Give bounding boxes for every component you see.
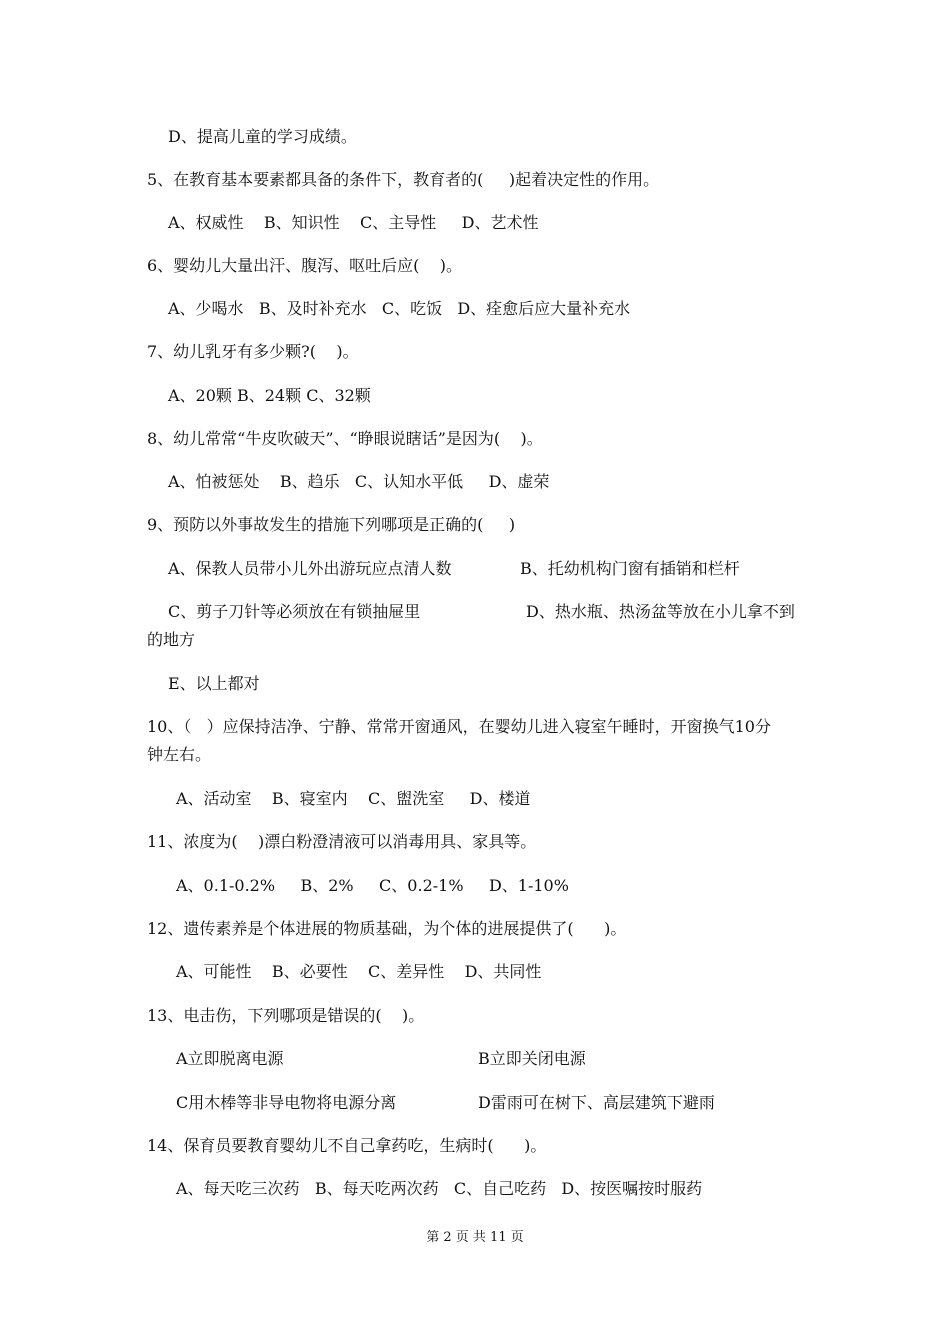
question-13: 13、电击伤，下列哪项是错误的( )。 (147, 1006, 425, 1025)
page-footer: 第 2 页 共 11 页 (426, 1230, 524, 1245)
q12-options: A、可能性 B、必要性 C、差异性 D、共同性 (176, 962, 542, 981)
question-9: 9、预防以外事故发生的措施下列哪项是正确的( ) (147, 515, 516, 534)
q9-option-d-cont: 的地方 (147, 630, 196, 649)
q6-options: A、少喝水 B、及时补充水 C、吃饭 D、痊愈后应大量补充水 (168, 299, 631, 318)
q13-option-c: C用木棒等非导电物将电源分离 (176, 1093, 397, 1112)
q13-option-a: A立即脱离电源 (176, 1049, 284, 1068)
question-5: 5、在教育基本要素都具备的条件下，教育者的( )起着决定性的作用。 (147, 170, 660, 189)
q4-option-d: D、提高儿童的学习成绩。 (168, 127, 357, 146)
q9-option-a: A、保教人员带小儿外出游玩应点清人数 (168, 559, 452, 578)
q5-options: A、权威性 B、知识性 C、主导性 D、艺术性 (168, 213, 539, 232)
q9-option-d: D、热水瓶、热汤盆等放在小儿拿不到 (526, 602, 795, 621)
q9-option-b: B、托幼机构门窗有插销和栏杆 (520, 559, 740, 578)
q9-option-e: E、以上都对 (168, 674, 260, 693)
question-7: 7、幼儿乳牙有多少颗?( )。 (147, 342, 359, 361)
question-11: 11、浓度为( )漂白粉澄清液可以消毒用具、家具等。 (147, 832, 537, 851)
q8-options: A、怕被惩处 B、趋乐 C、认知水平低 D、虚荣 (168, 472, 550, 491)
question-14: 14、保育员要教育婴幼儿不自己拿药吃，生病时( )。 (147, 1136, 547, 1155)
q9-option-c: C、剪子刀针等必须放在有锁抽屉里 (168, 602, 421, 621)
q13-option-b: B立即关闭电源 (478, 1049, 586, 1068)
question-8: 8、幼儿常常“牛皮吹破天”、“睁眼说瞎话”是因为( )。 (147, 429, 543, 448)
question-12: 12、遗传素养是个体进展的物质基础，为个体的进展提供了( )。 (147, 919, 627, 938)
question-6: 6、婴幼儿大量出汗、腹泻、呕吐后应( )。 (147, 256, 463, 275)
q14-options: A、每天吃三次药 B、每天吃两次药 C、自己吃药 D、按医嘱按时服药 (176, 1179, 703, 1198)
question-10-cont: 钟左右。 (147, 745, 212, 764)
q7-options: A、20颗 B、24颗 C、32颗 (168, 386, 371, 405)
q11-options: A、0.1-0.2% B、2% C、0.2-1% D、1-10% (176, 876, 569, 895)
q13-option-d: D雷雨可在树下、高层建筑下避雨 (478, 1093, 715, 1112)
q10-options: A、活动室 B、寝室内 C、盥洗室 D、楼道 (176, 789, 531, 808)
question-10: 10、（ ）应保持洁净、宁静、常常开窗通风，在婴幼儿进入寝室午睡时，开窗换气10分 (147, 717, 771, 736)
